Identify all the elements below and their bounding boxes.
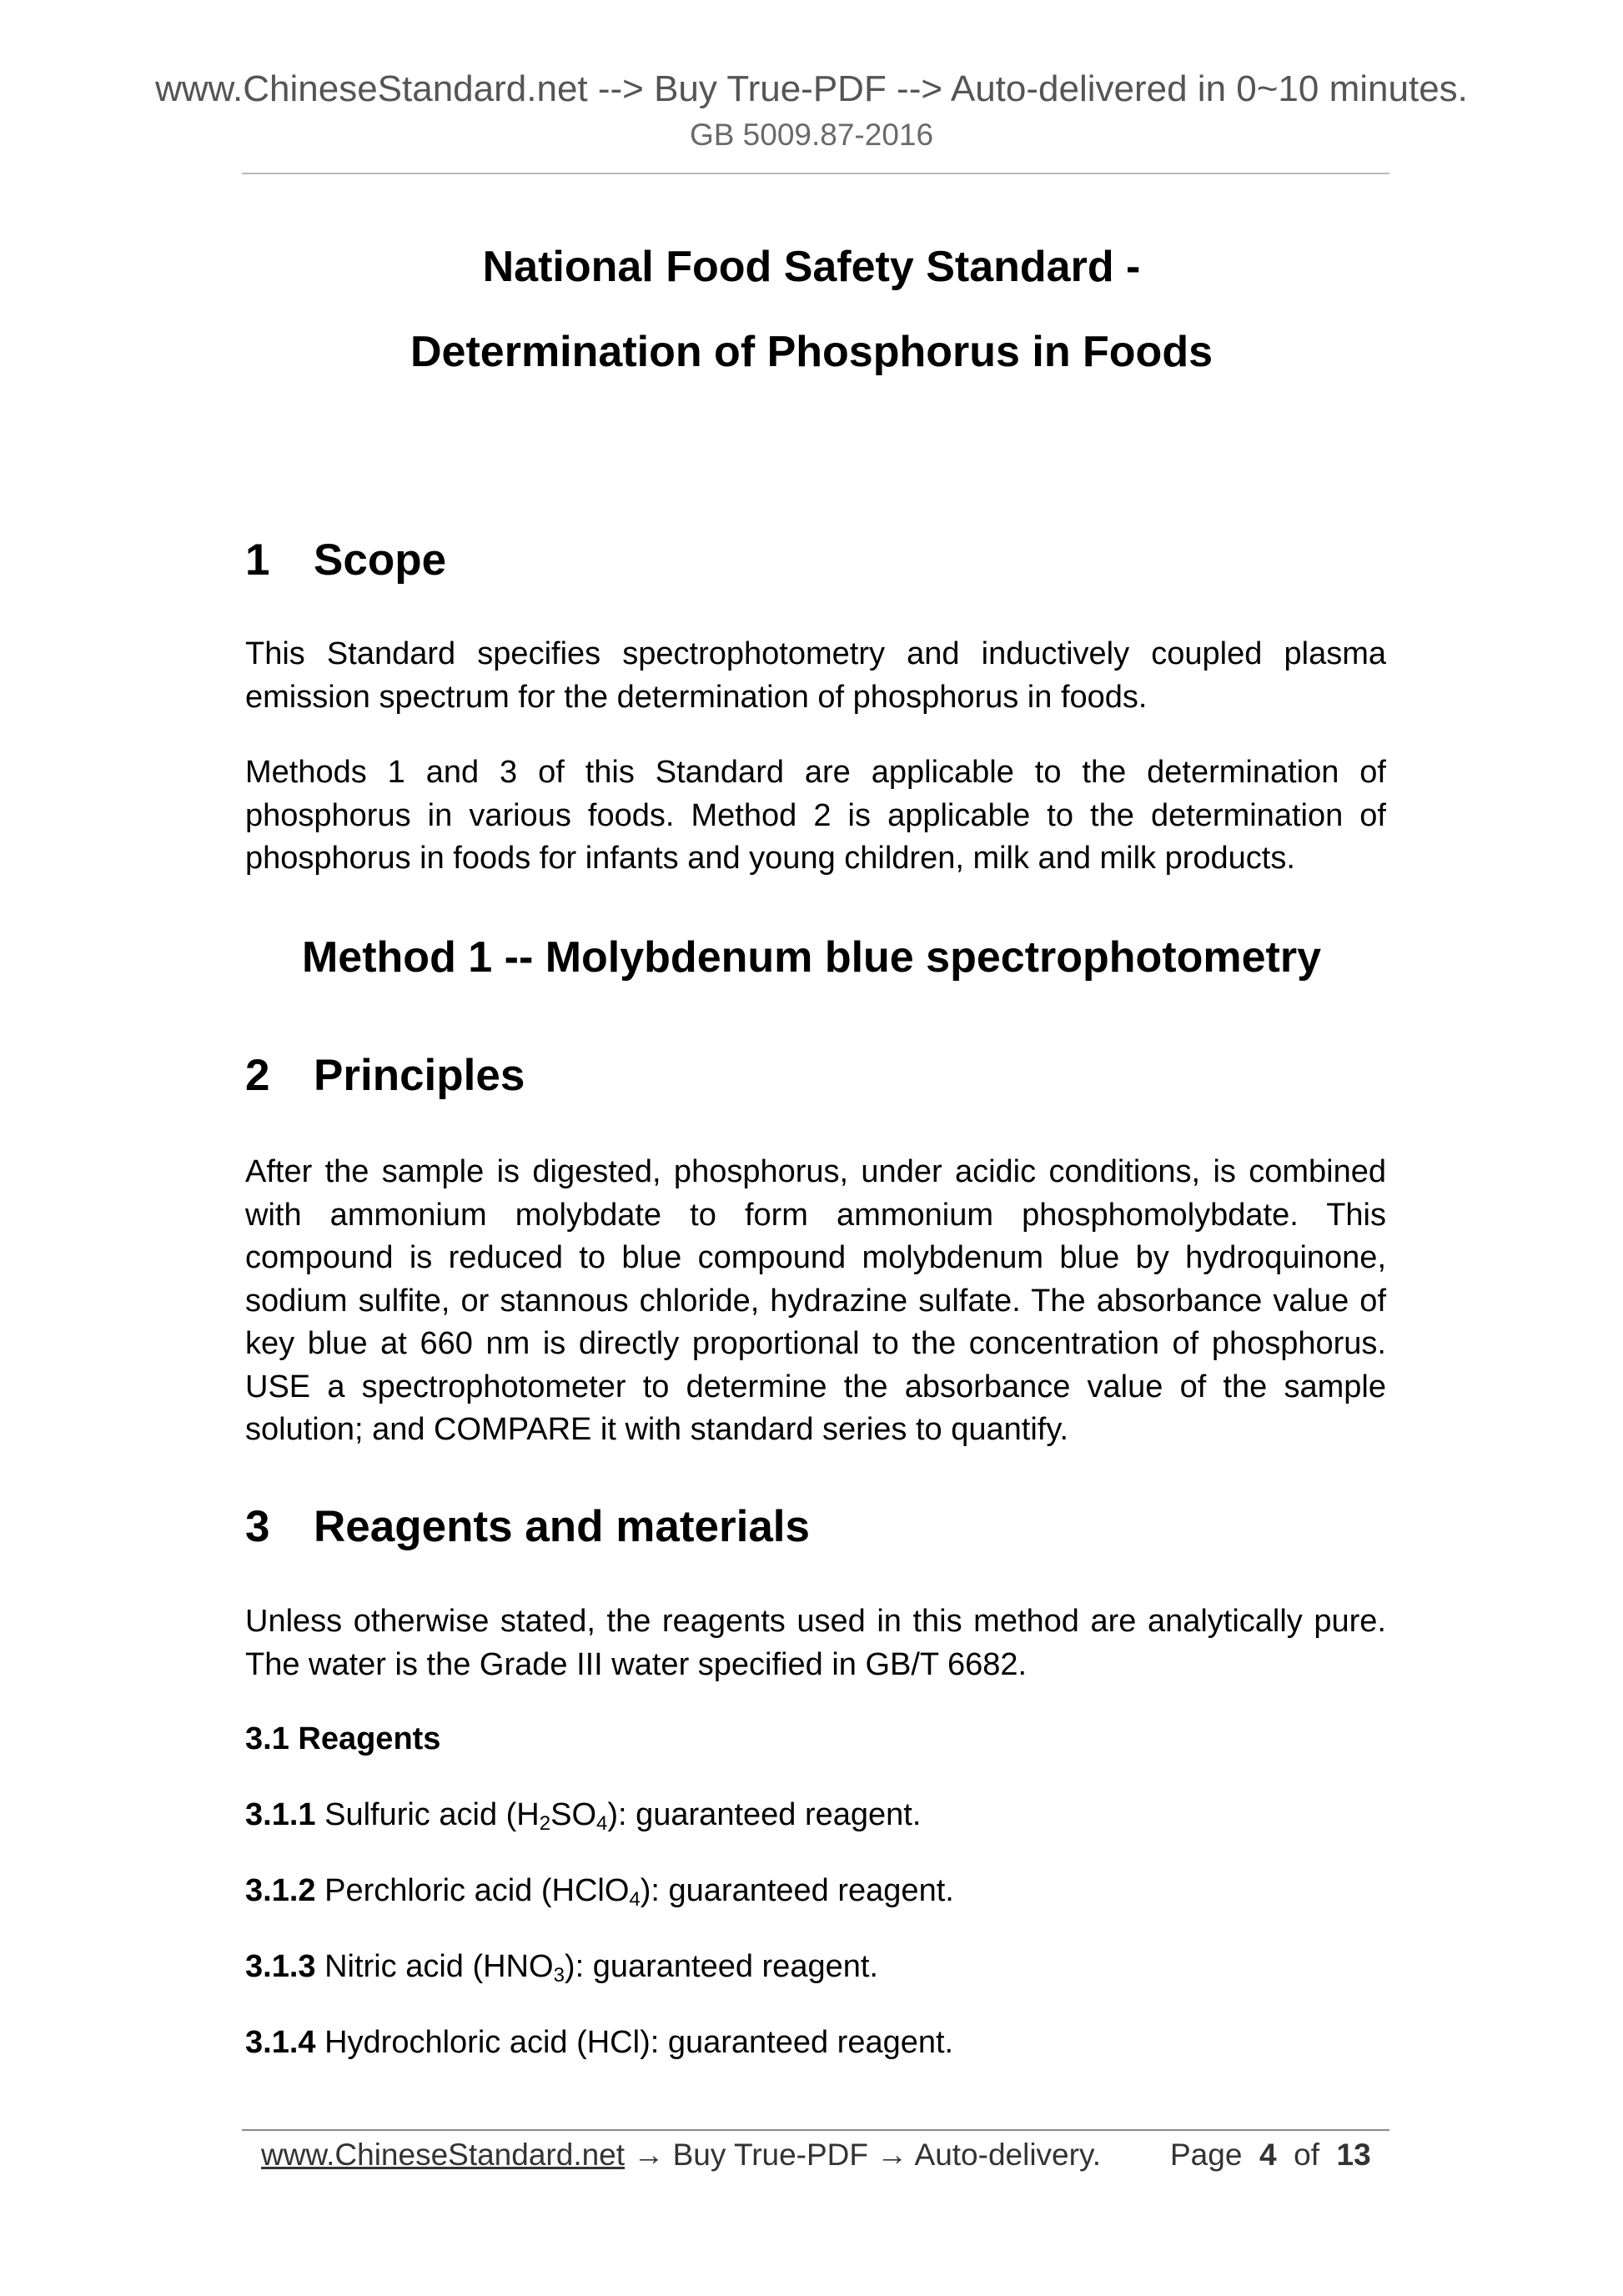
scope-paragraph-2: Methods 1 and 3 of this Standard are applicable to the determination of phosphorus in various foods. Method 2 is applicable to the determination of phosphorus in foods for infants and young children, milk and milk products. [245,755,1386,876]
page-label: Page [1170,2138,1243,2172]
page-total: 13 [1336,2138,1371,2172]
footer-left [261,2135,1101,2175]
footer-text: → Buy True-PDF → Auto-delivery. [625,2138,1101,2172]
section-number: 1 [245,535,270,585]
section-title: Principles [314,1051,525,1100]
item-text: Sulfuric acid (H [324,1797,540,1832]
reagent-item [245,1947,878,1987]
scope-paragraph-1: This Standard specifies spectrophotometry and inductively coupled plasma emission spectrum for the determination of phosphorus in foods. [245,636,1386,715]
of-label: of [1294,2138,1319,2172]
document-title-line1: National Food Safety Standard - [482,243,1141,291]
item-text: SO [550,1797,596,1832]
reagent-item [245,1795,921,1835]
footer-link[interactable]: www.ChineseStandard.net [261,2138,626,2172]
section-title: Reagents and materials [314,1502,811,1551]
subscript: 4 [596,1812,608,1835]
item-number: 3.1.1 [245,1797,316,1832]
document-title-line2: Determination of Phosphorus in Foods [410,328,1213,376]
reagents-paragraph: Unless otherwise stated, the reagents used in this method are analytically pure. The water is the Grade III water specified in GB/T 6682. [245,1604,1386,1682]
principles-paragraph: After the sample is digested, phosphorus, under acidic conditions, is combined with ammonium molybdate to form ammonium phosphomolybdate. This compound is reduced to blue compound molybdenum blue by hydroquinone, sodium sulfite, or stannous chloride, hydrazine sulfate. The absorbance value of key blue at 660 nm is directly proportional to the concentration of phosphorus. USE a spectrophotometer to determine the absorbance value of the sample solution; and COMPARE it with standard series to quantify. [245,1154,1386,1447]
section-heading-scope [245,534,446,587]
page-indicator [1170,2135,1371,2175]
header-divider [242,173,1389,174]
subsection-heading-reagents: 3.1 Reagents [245,1721,441,1756]
item-text: Hydrochloric acid (HCl): guaranteed reagent. [324,2025,954,2060]
footer-divider [242,2129,1389,2131]
item-text: Perchloric acid (HClO [324,1873,630,1908]
section-title: Scope [314,535,447,585]
item-number: 3.1.4 [245,2025,316,2060]
item-text: Nitric acid (HNO [324,1949,554,1984]
page-number: 4 [1259,2138,1277,2172]
header-banner: www.ChineseStandard.net --> Buy True-PDF --> Auto-delivered in 0~10 minutes. [155,68,1468,109]
item-text: ): guaranteed reagent. [640,1873,954,1908]
subscript: 2 [539,1812,551,1835]
section-heading-principles [245,1049,525,1103]
item-number: 3.1.2 [245,1873,316,1908]
section-heading-reagents [245,1500,810,1554]
section-number: 2 [245,1051,270,1100]
item-text: ): guaranteed reagent. [607,1797,922,1832]
reagent-item [245,1871,954,1911]
subscript: 3 [553,1964,565,1987]
section-number: 3 [245,1502,270,1551]
item-number: 3.1.3 [245,1949,316,1984]
reagent-item [245,2022,953,2062]
standard-code: GB 5009.87-2016 [689,118,934,152]
method-title: Method 1 -- Molybdenum blue spectrophotometry [301,933,1322,982]
subscript: 4 [629,1888,641,1911]
item-text: ): guaranteed reagent. [564,1949,878,1984]
